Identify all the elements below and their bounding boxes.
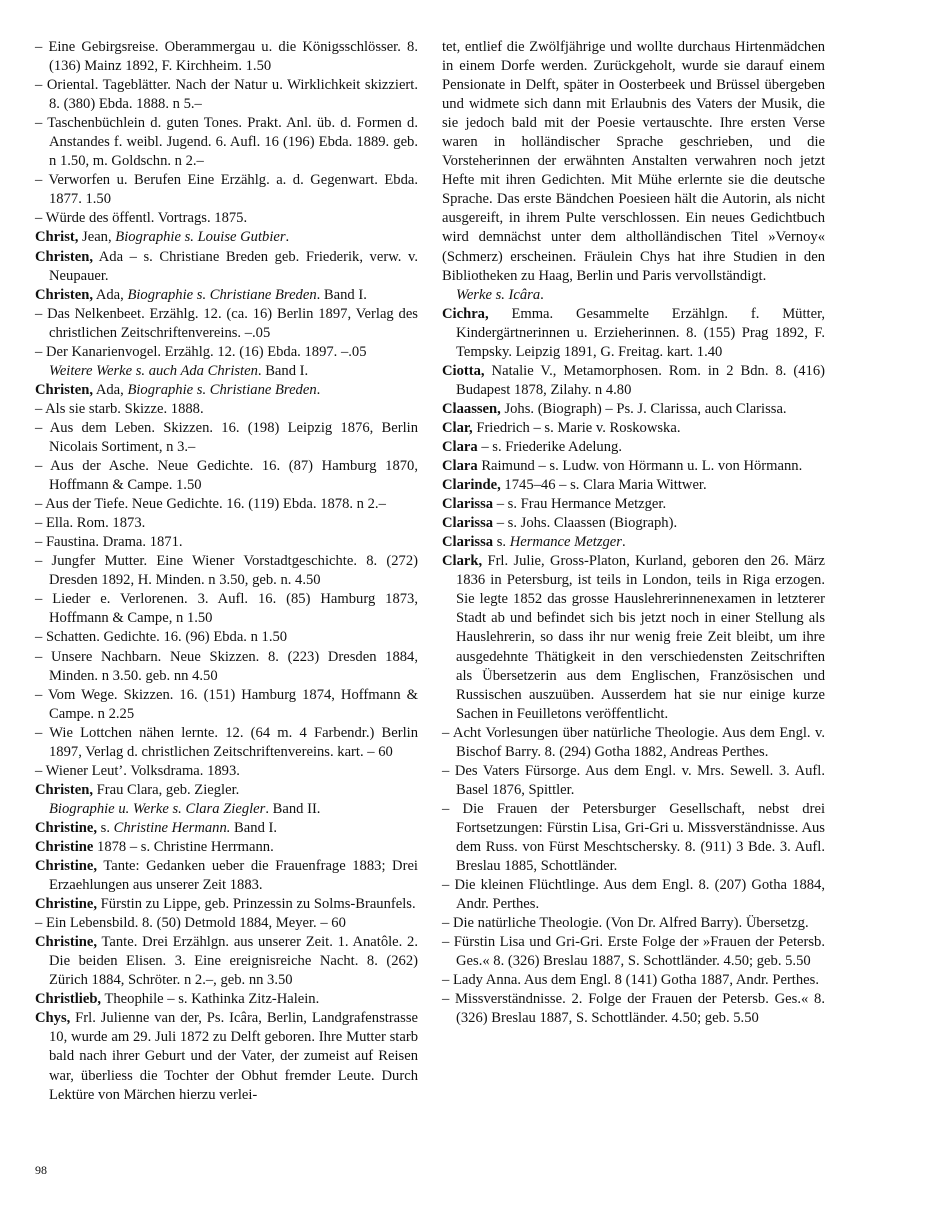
entry-text: Fürstin zu Lippe, geb. Prinzessin zu Solms-Braunfels.	[97, 896, 416, 913]
entry-text: – s. Johs. Claassen (Biograph).	[493, 515, 678, 532]
work-text: – Acht Vorlesungen über natürliche Theologie. Aus dem Engl. v. Bischof Barry. 8. (294) Gotha 1882, Andreas Perthes.	[442, 724, 825, 760]
author-headword: Clarissa	[442, 515, 494, 532]
work-text: – Aus der Asche. Neue Gedichte. 16. (87) Hamburg 1870, Hoffmann & Campe. 1.50	[35, 458, 418, 494]
author-headword: Clarinde,	[442, 477, 501, 494]
author-entry	[442, 362, 825, 400]
author-entry	[35, 895, 418, 914]
author-headword: Clarissa	[442, 534, 494, 551]
entry-tail: .	[316, 381, 321, 398]
entry-text: Johs. (Biograph) – Ps. J. Clarissa, auch Clarissa.	[500, 400, 787, 417]
work-entry	[35, 762, 418, 781]
entry-text: s.	[493, 534, 510, 551]
author-headword: Christen,	[35, 248, 93, 265]
entry-text: 1745–46 – s. Clara Maria Wittwer.	[500, 477, 707, 494]
work-text: – Verworfen u. Berufen Eine Erzählg. a. d. Gegenwart. Ebda. 1877. 1.50	[35, 172, 418, 208]
author-entry	[442, 419, 825, 438]
author-entry	[442, 400, 825, 419]
entry-italic: Biographie s. Christiane Breden	[127, 286, 317, 303]
work-text: – Lady Anna. Aus dem Engl. 8 (141) Gotha 1887, Andr. Perthes.	[442, 972, 819, 989]
author-headword: Christen,	[35, 286, 93, 303]
work-entry	[442, 933, 825, 971]
continued-paragraph	[442, 38, 825, 286]
work-entry	[35, 724, 418, 762]
work-text: – Als sie starb. Skizze. 1888.	[35, 400, 204, 417]
entry-tail: . Band I.	[316, 286, 367, 303]
entry-text: Emma. Gesammelte Erzählgn. f. Mütter, Kindergärtnerinnen u. Erzieherinnen. 8. (155) Prag 1892, F. Tempsky. Leipzig 1891, G. Freitag. kart. 1.40	[456, 305, 825, 360]
work-text: – Wiener Leut’. Volksdrama. 1893.	[35, 762, 240, 779]
work-entry	[35, 514, 418, 533]
work-entry	[35, 552, 418, 590]
work-text: – Der Kanarienvogel. Erzählg. 12. (16) Ebda. 1897. –.05	[35, 343, 367, 360]
paragraph-text: tet, entlief die Zwölfjährige und wollte durchaus Hirtenmädchen in einem Dorfe werden. Zurückgeholt, wurde sie darauf einem Pensionate in Delft, später in Oosterbeek und Brüssel übergeben und widmete sich dann mit Erlaubnis des Vaters der Musik, die sie jedoch bald mit der Poesie vertauschte. Ihre ersten Verse waren in holländischer Sprache geschrieben, und die Vorsteherinnen der erwähnten Anstalten verwahren noch jetzt Hefte mit ihren Gedichten. Mit Mühe erlernte sie die deutsche Sprache. Das erste Bändchen Poesieen hält die Autorin, als nicht ausgereift, in ihrem Pulte verschlossen. Ein neues Gedichtbuch wird demnächst unter dem altholländischen Titel »Vernoy« (Schmerz) erscheinen. Fräulein Chys hat ihre Studien in den Bibliotheken zu Haag, Berlin und Paris vervollständigt.	[442, 39, 825, 284]
work-entry	[442, 724, 825, 762]
entry-text: Friedrich – s. Marie v. Roskowska.	[472, 419, 681, 436]
author-headword: Christine,	[35, 934, 98, 951]
work-text: – Die natürliche Theologie. (Von Dr. Alfred Barry). Übersetzg.	[442, 915, 809, 932]
entry-tail: Band I.	[230, 819, 278, 836]
author-headword: Clarissa	[442, 496, 494, 513]
work-text: – Die Frauen der Petersburger Gesellschaft, nebst drei Fortsetzungen: Fürstin Lisa, Gri-Gri u. Missverständnisse. Aus dem Russ. von Fürst Meschtschersky. 8. (911) 3 Bde. 3. Aufl. Breslau 1885, Schottländer.	[442, 800, 825, 875]
entry-text: Frl. Julie, Gross-Platon, Kurland, geboren den 26. März 1836 in Petersburg, ist teils in London, teils in Riga erzogen. Sie legte 1852 das grosse Hauslehrerinnenexamen in letzterer Stadt ab und befindet sich bis jetzt noch in einer Stellung als Hauslehrerin, so dass ihr nur wenig freie Zeit bleibt, um ihre ausgedehnte Thätigkeit in den verschiedensten Zeitschriften als Übersetzerin aus dem Englischen, Französischen und Russischen auszuüben. Ausserdem hat sie nur einige kurze Sachen in Feuilletons veröffentlicht.	[456, 553, 825, 722]
note-tail: . Band I.	[257, 362, 309, 379]
author-headword: Christen,	[35, 381, 93, 398]
work-text: – Würde des öffentl. Vortrags. 1875.	[35, 210, 248, 227]
work-text: – Schatten. Gedichte. 16. (96) Ebda. n 1.50	[35, 629, 288, 646]
work-entry	[35, 628, 418, 647]
work-text: – Fürstin Lisa und Gri-Gri. Erste Folge der »Frauen der Petersb. Ges.« 8. (326) Breslau 1887, S. Schottländer. 4.50; geb. 5.50	[442, 934, 825, 970]
work-text: – Eine Gebirgsreise. Oberammergau u. die Königsschlösser. 8. (136) Mainz 1892, F. Kirchheim. 1.50	[35, 39, 418, 75]
author-headword: Cichra,	[442, 305, 489, 322]
entry-text: – s. Friederike Adelung.	[477, 438, 622, 455]
work-text: – Die kleinen Flüchtlinge. Aus dem Engl. 8. (207) Gotha 1884, Andr. Perthes.	[442, 877, 825, 913]
work-entry	[35, 209, 418, 228]
work-text: – Jungfer Mutter. Eine Wiener Vorstadtgeschichte. 8. (272) Dresden 1892, H. Minden. n 3.50, geb. n. 4.50	[35, 553, 418, 589]
entry-text: Theophile – s. Kathinka Zitz-Halein.	[101, 991, 320, 1008]
work-entry	[35, 305, 418, 343]
work-entry	[35, 590, 418, 628]
work-entry	[35, 495, 418, 514]
entry-text: – s. Frau Hermance Metzger.	[493, 496, 667, 513]
work-entry	[35, 686, 418, 724]
cross-reference-note	[35, 800, 418, 819]
author-headword: Christine,	[35, 896, 98, 913]
work-text: – Faustina. Drama. 1871.	[35, 534, 183, 551]
author-entry	[35, 1009, 418, 1104]
entry-tail: .	[621, 534, 626, 551]
work-entry	[442, 800, 825, 876]
work-entry	[442, 914, 825, 933]
entry-tail: .	[285, 229, 290, 246]
author-entry	[442, 552, 825, 723]
author-entry	[442, 438, 825, 457]
entry-italic: Hermance Metzger	[509, 534, 622, 551]
entry-text: Frl. Julienne van der, Ps. Icâra, Berlin, Landgrafenstrasse 10, wurde am 29. Juli 1872 zu Delft geboren. Ihre Mutter starb bald nach ihrer Geburt und der Vater, der zumeist auf Reisen war, überliess die Tochter der Obhut fremder Leute. Durch Lektüre von Märchen hierzu verlei-	[49, 1010, 418, 1103]
entry-text: Ada,	[92, 381, 128, 398]
work-entry	[442, 876, 825, 914]
author-entry	[442, 495, 825, 514]
work-entry	[35, 76, 418, 114]
entry-text: Ada,	[92, 286, 128, 303]
work-entry	[35, 648, 418, 686]
work-text: – Lieder e. Verlorenen. 3. Aufl. 16. (85) Hamburg 1873, Hoffmann & Campe, n 1.50	[35, 591, 418, 627]
work-entry	[35, 914, 418, 933]
entry-italic: Biographie s. Louise Gutbier	[115, 229, 286, 246]
author-entry	[35, 838, 418, 857]
author-headword: Christine	[35, 838, 94, 855]
entry-text: Jean,	[78, 229, 116, 246]
author-entry	[442, 457, 825, 476]
work-entry	[442, 762, 825, 800]
entry-italic: Christine Hermann.	[113, 819, 231, 836]
author-entry	[35, 248, 418, 286]
author-entry	[442, 533, 825, 552]
author-headword: Ciotta,	[442, 362, 485, 379]
work-text: – Das Nelkenbeet. Erzählg. 12. (ca. 16) Berlin 1897, Verlag des christlichen Zeitschriftenvereins. –.05	[35, 305, 418, 341]
author-headword: Christlieb,	[35, 991, 102, 1008]
entry-text: Ada – s. Christiane Breden geb. Friederik, verw. v. Neupauer.	[49, 248, 418, 284]
work-text: – Oriental. Tageblätter. Nach der Natur u. Wirklichkeit skizziert. 8. (380) Ebda. 1888. n 5.–	[35, 77, 418, 113]
work-text: – Des Vaters Fürsorge. Aus dem Engl. v. Mrs. Sewell. 3. Aufl. Basel 1876, Spittler.	[442, 762, 825, 798]
author-entry	[35, 286, 418, 305]
author-entry	[35, 381, 418, 400]
author-headword: Clara	[442, 458, 478, 475]
work-entry	[35, 400, 418, 419]
author-headword: Clara	[442, 438, 478, 455]
note-tail: . Band II.	[265, 800, 321, 817]
work-entry	[35, 533, 418, 552]
note-italic: Weitere Werke s. auch Ada Christen	[49, 362, 258, 379]
work-text: – Missverständnisse. 2. Folge der Frauen der Petersb. Ges.« 8. (326) Breslau 1887, S. Schottländer. 4.50; geb. 5.50	[442, 991, 825, 1027]
work-text: – Aus dem Leben. Skizzen. 16. (198) Leipzig 1876, Berlin Nicolais Sortiment, n 3.–	[35, 419, 418, 455]
author-entry	[442, 305, 825, 362]
author-headword: Clar,	[442, 419, 473, 436]
work-entry	[442, 971, 825, 990]
author-entry	[35, 933, 418, 990]
entry-text: Tante: Gedanken ueber die Frauenfrage 1883; Drei Erzaehlungen aus unserer Zeit 1883.	[49, 858, 418, 894]
author-headword: Christen,	[35, 781, 93, 798]
author-headword: Christ,	[35, 229, 79, 246]
work-entry	[35, 38, 418, 76]
author-entry	[35, 228, 418, 247]
work-text: – Aus der Tiefe. Neue Gedichte. 16. (119) Ebda. 1878. n 2.–	[35, 496, 386, 513]
page-number: 98	[35, 1163, 47, 1177]
author-entry	[442, 514, 825, 533]
work-text: – Taschenbüchlein d. guten Tones. Prakt. Anl. üb. d. Formen d. Anstandes f. weibl. Jugend. 6. Aufl. 16 (196) Ebda. 1889. geb. n 1.50, m. Goldschn. n 2.–	[35, 115, 418, 170]
work-entry	[35, 457, 418, 495]
author-headword: Claassen,	[442, 400, 501, 417]
entry-text: 1878 – s. Christine Herrmann.	[93, 838, 274, 855]
entry-text: Tante. Drei Erzählgn. aus unserer Zeit. 1. Anatôle. 2. Die beiden Elisen. 3. Eine ereignisreiche Nacht. 8. (262) Zürich 1884, Schröter. n 2.–, geb. nn 3.50	[49, 934, 418, 989]
work-text: – Ein Lebensbild. 8. (50) Detmold 1884, Meyer. – 60	[35, 915, 346, 932]
author-entry	[35, 781, 418, 800]
author-headword: Christine,	[35, 819, 98, 836]
work-entry	[35, 171, 418, 209]
work-text: – Wie Lottchen nähen lernte. 12. (64 m. 4 Farbendr.) Berlin 1897, Verlag d. christlichen Zeitschriftenvereins. kart. – 60	[35, 724, 418, 760]
author-entry	[442, 476, 825, 495]
work-text: – Unsere Nachbarn. Neue Skizzen. 8. (223) Dresden 1884, Minden. n 3.50. geb. nn 4.50	[35, 648, 418, 684]
entry-text: Frau Clara, geb. Ziegler.	[92, 781, 240, 798]
entry-text: s.	[97, 819, 114, 836]
author-headword: Christine,	[35, 858, 98, 875]
author-entry	[35, 857, 418, 895]
author-headword: Clark,	[442, 553, 483, 570]
note-tail: .	[540, 286, 544, 303]
right-column	[442, 38, 825, 1028]
entry-text: Raimund – s. Ludw. von Hörmann u. L. von Hörmann.	[477, 458, 803, 475]
author-headword: Chys,	[35, 1010, 71, 1027]
work-text: – Ella. Rom. 1873.	[35, 515, 146, 532]
left-column	[35, 38, 418, 1105]
work-entry	[35, 343, 418, 362]
work-entry	[35, 419, 418, 457]
work-text: – Vom Wege. Skizzen. 16. (151) Hamburg 1874, Hoffmann & Campe. n 2.25	[35, 686, 418, 722]
author-entry	[35, 819, 418, 838]
author-entry	[35, 990, 418, 1009]
entry-text: Natalie V., Metamorphosen. Rom. in 2 Bdn. 8. (416) Budapest 1878, Zilahy. n 4.80	[456, 362, 825, 398]
cross-reference-note	[442, 286, 825, 305]
entry-italic: Biographie s. Christiane Breden	[127, 381, 317, 398]
work-entry	[35, 114, 418, 171]
work-entry	[442, 990, 825, 1028]
note-italic: Biographie u. Werke s. Clara Ziegler	[49, 800, 266, 817]
cross-reference-note	[35, 362, 418, 381]
note-italic: Werke s. Icâra	[456, 286, 541, 303]
